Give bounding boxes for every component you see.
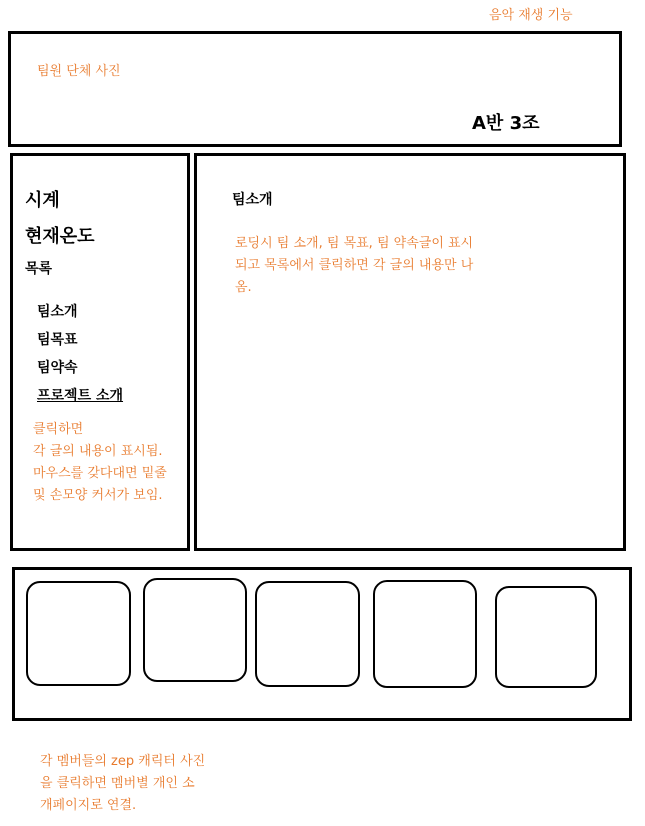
member-card[interactable] [26, 581, 131, 686]
menu-annotation-line: 마우스를 갖다대면 밑줄 [33, 466, 167, 481]
member-card[interactable] [373, 580, 477, 688]
menu-item-team-intro[interactable]: 팀소개 [37, 304, 78, 320]
content-annotation [235, 233, 473, 299]
sidebar-box [10, 153, 190, 551]
member-annotation-line: 개페이지로 연결. [40, 798, 137, 813]
menu-annotation [33, 419, 167, 507]
member-card[interactable] [495, 586, 597, 688]
temperature-label: 현재온도 [25, 226, 95, 247]
menu-annotation-line: 각 글의 내용이 표시됨. [33, 444, 163, 459]
menu-item-team-goal[interactable]: 팀목표 [37, 332, 78, 348]
member-annotation-line: 각 멤버들의 zep 캐릭터 사진 [40, 754, 206, 769]
menu-item-project-intro[interactable]: 프로젝트 소개 [37, 388, 124, 404]
group-photo-label: 팀원 단체 사진 [37, 64, 121, 79]
menu-title: 목록 [25, 261, 53, 277]
content-box [194, 153, 626, 551]
member-annotation-line: 을 클릭하면 멤버별 개인 소 [40, 776, 195, 791]
menu-annotation-line: 및 손모양 커서가 보임. [33, 488, 163, 503]
content-title: 팀소개 [232, 192, 273, 208]
member-card[interactable] [143, 578, 247, 682]
content-annotation-line: 로딩시 팀 소개, 팀 목표, 팀 약속글이 표시 [235, 236, 474, 251]
member-annotation [40, 751, 205, 817]
content-annotation-line: 되고 목록에서 클릭하면 각 글의 내용만 나 [235, 258, 474, 273]
member-card[interactable] [255, 581, 360, 687]
header-box [8, 31, 622, 147]
content-annotation-line: 옴. [235, 280, 252, 295]
team-name: A반 3조 [472, 113, 540, 134]
clock-label: 시계 [25, 190, 60, 211]
menu-item-team-promise[interactable]: 팀약속 [37, 360, 78, 376]
music-annotation: 음악 재생 기능 [489, 8, 573, 23]
menu-annotation-line: 클릭하면 [33, 422, 84, 437]
